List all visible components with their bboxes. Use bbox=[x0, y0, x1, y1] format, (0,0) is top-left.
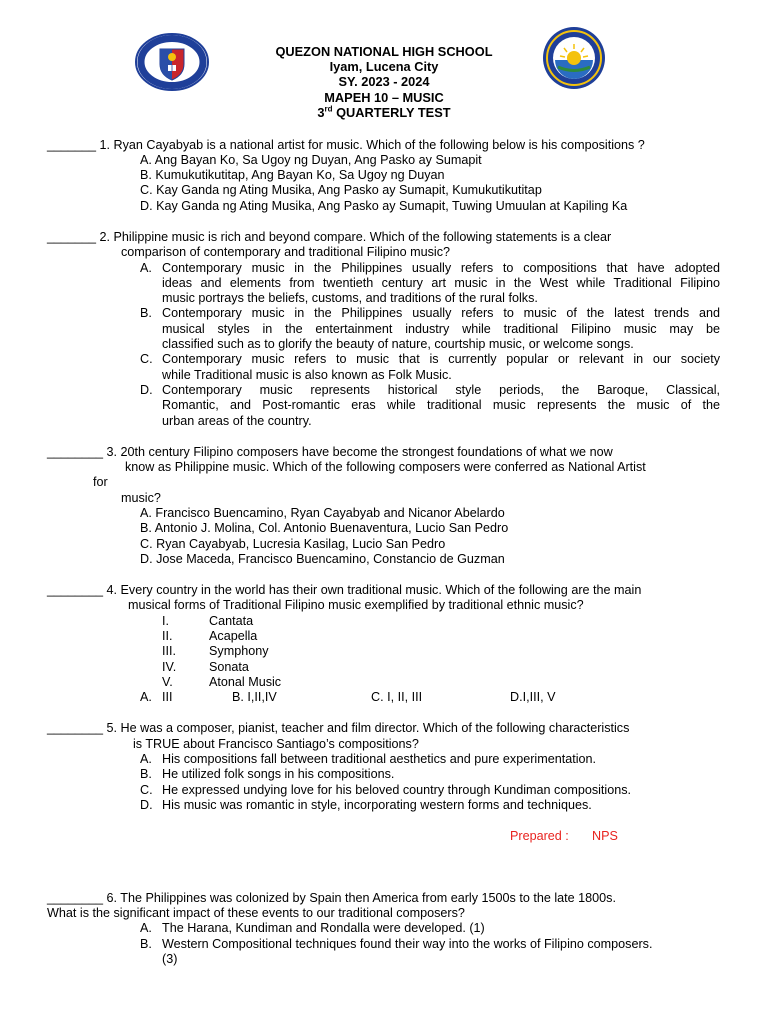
q4-option-a: III bbox=[162, 690, 173, 704]
q1-option-a: A. Ang Bayan Ko, Sa Ugoy ng Duyan, Ang Pasko ay Sumapit bbox=[140, 153, 482, 167]
q5-stem-line1: ________ 5. He was a composer, pianist, teacher and film director. Which of the following characteristics bbox=[47, 721, 630, 735]
school-name: QUEZON NATIONAL HIGH SCHOOL bbox=[275, 44, 493, 59]
q4-item-text: Symphony bbox=[209, 644, 269, 658]
school-year: SY. 2023 - 2024 bbox=[338, 74, 430, 89]
q6-option-a-label: A. bbox=[140, 921, 152, 935]
q6-option-a: The Harana, Kundiman and Rondalla were developed. (1) bbox=[162, 921, 485, 935]
q2-option-d-line2: Romantic, and Post-romantic eras while traditional music represents the music of the bbox=[162, 398, 720, 412]
q6-option-b-label: B. bbox=[140, 937, 152, 951]
prepared-label: Prepared : bbox=[510, 829, 569, 843]
q1-option-d: D. Kay Ganda ng Ating Musika, Ang Pasko ay Sumapit, Tuwing Umuulan at Kapiling Ka bbox=[140, 199, 628, 213]
q3-stem-line4: music? bbox=[121, 491, 161, 505]
q3-stem-line3: for bbox=[93, 475, 108, 489]
q2-option-d-label: D. bbox=[140, 383, 153, 397]
q4-stem-line2: musical forms of Traditional Filipino music exemplified by traditional ethnic music? bbox=[128, 598, 584, 612]
q2-option-c-line2: while Traditional music is also known as Folk Music. bbox=[162, 368, 452, 382]
q5-option-d-label: D. bbox=[140, 798, 153, 812]
school-location: Iyam, Lucena City bbox=[329, 59, 439, 74]
q6-option-b-line2: (3) bbox=[162, 952, 178, 966]
q2-option-a-label: A. bbox=[140, 261, 152, 275]
q2-option-c-label: C. bbox=[140, 352, 153, 366]
test-label: QUARTERLY TEST bbox=[332, 105, 451, 120]
q2-option-d-line1: Contemporary music represents historical style periods, the Baroque, Classical, bbox=[162, 383, 720, 397]
q3-option-d: D. Jose Maceda, Francisco Buencamino, Constancio de Guzman bbox=[140, 552, 505, 566]
q4-item-text: Acapella bbox=[209, 629, 258, 643]
q4-option-d: D.I,III, V bbox=[510, 690, 556, 704]
q2-option-a-line2: ideas and elements from twentieth century art music in the West while Traditional Filipino bbox=[162, 276, 720, 290]
q2-option-b-label: B. bbox=[140, 306, 152, 320]
test-title bbox=[0, 106, 768, 119]
q5-option-a: His compositions fall between traditional aesthetics and pure experimentation. bbox=[162, 752, 597, 766]
q4-item-num: IV. bbox=[162, 660, 177, 674]
subject-title: MAPEH 10 – MUSIC bbox=[324, 90, 444, 105]
q4-item-text: Sonata bbox=[209, 660, 249, 674]
q4-item-num: III. bbox=[162, 644, 176, 658]
q6-stem-line2: What is the significant impact of these events to our traditional composers? bbox=[47, 906, 465, 920]
q4-option-a-label: A. bbox=[140, 690, 152, 704]
test-ordinal: rd bbox=[324, 104, 333, 114]
q4-item-text: Cantata bbox=[209, 614, 254, 628]
q4-item-num: I. bbox=[162, 614, 169, 628]
q5-option-c-label: C. bbox=[140, 783, 153, 797]
q3-stem-line2: know as Philippine music. Which of the following composers were conferred as National Artist bbox=[125, 460, 646, 474]
prepared-name: NPS bbox=[592, 829, 618, 843]
q3-option-a: A. Francisco Buencamino, Ryan Cayabyab and Nicanor Abelardo bbox=[140, 506, 505, 520]
q3-option-c: C. Ryan Cayabyab, Lucresia Kasilag, Lucio San Pedro bbox=[140, 537, 446, 551]
q5-option-b: He utilized folk songs in his compositions. bbox=[162, 767, 395, 781]
q1-stem: _______ 1. Ryan Cayabyab is a national artist for music. Which of the following below is his compositions ? bbox=[47, 138, 645, 152]
q3-option-b: B. Antonio J. Molina, Col. Antonio Buenaventura, Lucio San Pedro bbox=[140, 521, 509, 535]
q1-option-b: B. Kumukutikutitap, Ang Bayan Ko, Sa Ugoy ng Duyan bbox=[140, 168, 445, 182]
q4-option-b: B. I,II,IV bbox=[232, 690, 277, 704]
q2-option-a-line3: music portrays the beliefs, customs, and traditions of the rural folks. bbox=[162, 291, 538, 305]
q5-option-c: He expressed undying love for his beloved country through Kundiman compositions. bbox=[162, 783, 632, 797]
q2-option-a-line1: Contemporary music in the Philippines usually refers to compositions that have adopted bbox=[162, 261, 720, 275]
q4-item-num: V. bbox=[162, 675, 173, 689]
q5-option-a-label: A. bbox=[140, 752, 152, 766]
q3-stem-line1: ________ 3. 20th century Filipino composers have become the strongest foundations of what we now bbox=[47, 445, 613, 459]
q6-stem-line1: ________ 6. The Philippines was colonized by Spain then America from early 1500s to the late 1800s. bbox=[47, 891, 616, 905]
q5-option-d: His music was romantic in style, incorporating western forms and techniques. bbox=[162, 798, 592, 812]
q5-option-b-label: B. bbox=[140, 767, 152, 781]
q4-item-num: II. bbox=[162, 629, 173, 643]
test-number: 3 bbox=[317, 105, 325, 120]
q2-option-b-line2: musical styles in the entertainment industry while traditional Filipino music may be bbox=[162, 322, 720, 336]
q4-stem-line1: ________ 4. Every country in the world has their own traditional music. Which of the following are the main bbox=[47, 583, 642, 597]
q1-option-c: C. Kay Ganda ng Ating Musika, Ang Pasko ay Sumapit, Kumukutikutitap bbox=[140, 183, 542, 197]
q2-option-c-line1: Contemporary music refers to music that is currently popular or relevant in our society bbox=[162, 352, 720, 366]
q2-stem-line2: comparison of contemporary and traditional Filipino music? bbox=[121, 245, 450, 259]
q2-option-d-line3: urban areas of the country. bbox=[162, 414, 312, 428]
q5-stem-line2: is TRUE about Francisco Santiago’s compositions? bbox=[133, 737, 419, 751]
q4-item-text: Atonal Music bbox=[209, 675, 282, 689]
q4-option-c: C. I, II, III bbox=[371, 690, 423, 704]
q6-option-b: Western Compositional techniques found their way into the works of Filipino composers. bbox=[162, 937, 653, 951]
q2-option-b-line1: Contemporary music in the Philippines usually refers to music of the latest trends and bbox=[162, 306, 720, 320]
q2-stem-line1: _______ 2. Philippine music is rich and beyond compare. Which of the following statements is a clear bbox=[47, 230, 612, 244]
q2-option-b-line3: classified such as to glorify the beauty of nature, courtship music, or welcome songs. bbox=[162, 337, 634, 351]
